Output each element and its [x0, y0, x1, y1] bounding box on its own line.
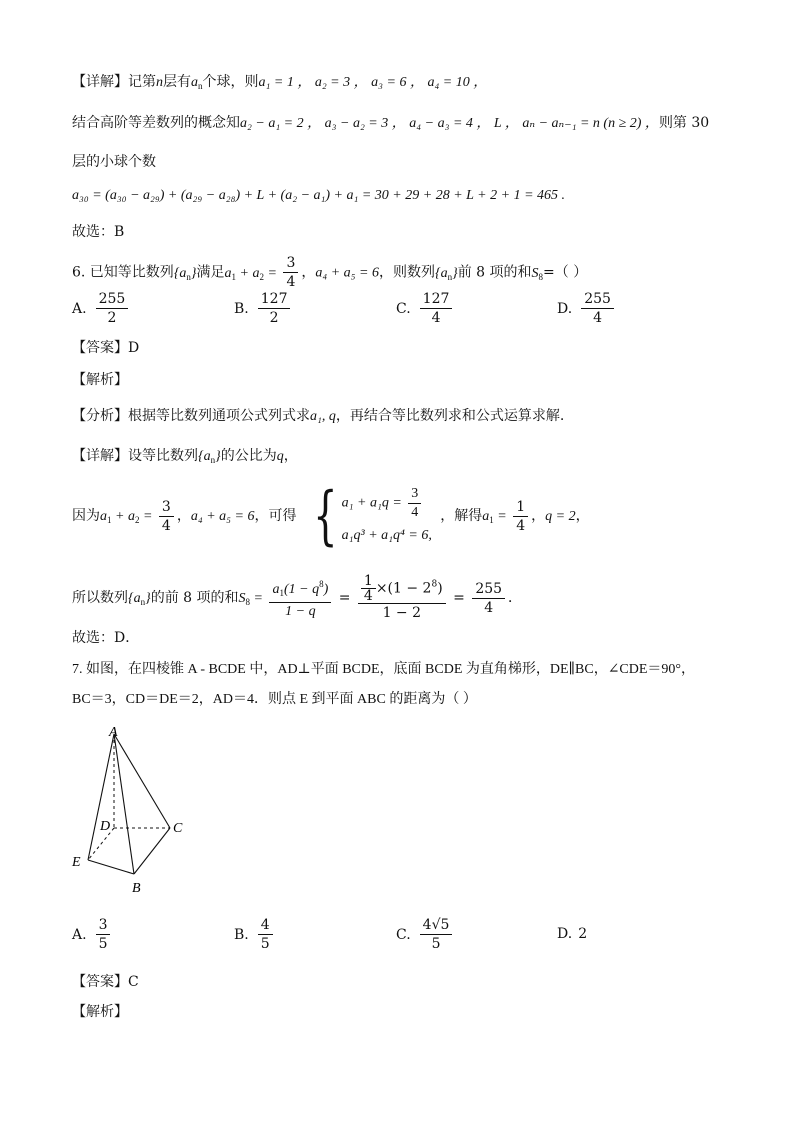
denominator: 4: [431, 310, 441, 326]
numerator: 127: [258, 290, 291, 309]
q6-option-a: [72, 290, 131, 327]
math-a1-value: $a_1$ =: [482, 509, 511, 525]
q6-option-c: [396, 290, 455, 327]
fenxi-tag: 【分析】: [72, 408, 128, 424]
q7-analysis-tag: 【解析】: [72, 1004, 128, 1020]
edge-bc: [134, 828, 170, 874]
text: 前 8 项的和: [457, 264, 532, 281]
math-s8: $S_8$ =: [238, 591, 267, 607]
q6-detail1: 【详解】设等比数列$\{a_n\}$的公比为q，: [72, 448, 298, 465]
numerator: 4: [258, 916, 273, 935]
q7-option-b: [234, 916, 276, 953]
edge-eb: [88, 860, 134, 874]
text: ，可得: [254, 508, 297, 524]
numerator: 3: [96, 916, 111, 935]
option-value: 2: [578, 926, 588, 942]
text: 6. 已知等比数列: [72, 264, 174, 281]
system-eq1: a₁ + a₁q =: [341, 495, 406, 511]
option-label: B.: [234, 300, 249, 317]
label-a: A: [109, 725, 118, 740]
text: 所以数列: [72, 590, 128, 606]
denominator: 2: [269, 310, 279, 326]
answer-value: D: [128, 340, 140, 356]
text: 根据等比数列通项公式列式求: [128, 408, 310, 424]
option-label: C.: [396, 300, 411, 317]
q6-stem: 6. 已知等比数列$\{a_n\}$满足$a_1 + a_2$ = $\frac{3}{4}$ ，a₄ + a₅ = 6，则数列$\{a_n\}$前 8 项的和$S_8=$（ ）: [72, 255, 588, 290]
q5-detail-line2: [72, 113, 709, 134]
math-an: $a_n$: [191, 75, 203, 91]
math-cond1: $a_1 + a_2$ =: [100, 509, 156, 525]
q5-detail-line1: [72, 72, 487, 96]
option-label: C.: [396, 926, 411, 943]
q5-answer: 故选：B: [72, 224, 125, 240]
q6-analysis-tag: 【解析】: [72, 372, 128, 388]
math-seq: $\{a_n\}$: [128, 591, 151, 607]
system-eq2: a₁q³ + a₁q⁴ = 6,: [341, 527, 432, 543]
q6-system-line: 因为$a_1 + a_2$ = $\frac{3}{4}$ ，a₄ + a₅ = 6，可得 { a₁ + a₁q = $\frac{3}{4}$ a₁q³ + a₁q⁴ = 6, ，解得$a_1$ = $\frac{1}{4}$ ，q = 2，: [72, 479, 590, 553]
q7-stem-line2: BC＝3，CD＝DE＝2，AD＝4．则点 E 到平面 ABC 的距离为（ ）: [72, 692, 477, 707]
option-label: A.: [72, 300, 87, 317]
q7-option-d: [557, 926, 587, 942]
answer-tag: 【答案】: [72, 340, 128, 356]
text: 结合高阶等差数列的概念知: [72, 115, 240, 131]
edge-ae: [88, 734, 114, 860]
text: ，则数列: [379, 264, 435, 281]
sum-formula-fraction: $\frac{a_1(1 - q^8)}{1 - q}$: [269, 575, 331, 621]
numerator: 127: [420, 290, 453, 309]
edge-ac: [114, 734, 170, 828]
fraction-3-4: $\frac{3}{4}$: [283, 254, 298, 291]
text: 记第: [128, 74, 156, 90]
fraction-3-4: $\frac{3}{4}$: [159, 498, 174, 535]
math-differences: a₂ − a₁ = 2 ， a₃ − a₂ = 3 ， a₄ − a₃ = 4 ， L ， aₙ − aₙ₋₁ = n (n ≥ 2) ，: [240, 116, 659, 131]
q7-option-a: [72, 916, 113, 953]
text: 个球，则: [202, 74, 259, 90]
label-d: D: [100, 819, 111, 834]
math-vars: a₁, q: [310, 409, 336, 424]
math-q-value: q = 2: [545, 509, 576, 524]
q7-stem-line1: 7. 如图，在四棱锥 A - BCDE 中，AD⊥平面 BCDE，底面 BCDE 为直角梯形，DE∥BC，∠CDE＝90°，: [72, 662, 696, 677]
option-label: B.: [234, 926, 249, 943]
q6-option-b: [234, 290, 293, 327]
math-s8: $S_8$: [531, 265, 544, 282]
q6-answer: [72, 338, 139, 358]
detail-tag: 【详解】: [72, 74, 128, 90]
math-q: q: [276, 449, 284, 464]
q6-option-d: [557, 290, 617, 327]
q5-detail-line3: 层的小球个数: [72, 154, 156, 170]
detail-tag: 【详解】: [72, 448, 128, 464]
answer-tag: 【答案】: [72, 974, 128, 990]
math-n: n: [156, 75, 163, 90]
denominator: 5: [431, 936, 441, 952]
brace: {: [313, 479, 338, 553]
label-e: E: [72, 855, 81, 870]
q7-answer: [72, 972, 139, 992]
answer-value: C: [128, 974, 139, 990]
math-seq: $\{a_n\}$: [173, 265, 197, 282]
math-seq: $\{a_n\}$: [198, 449, 221, 465]
sum-result-fraction: $\frac{255}{4}$: [472, 580, 505, 617]
fraction-1-4: $\frac{1}{4}$: [513, 498, 528, 535]
pyramid-figure: [64, 722, 204, 902]
text: 满足: [196, 264, 225, 281]
label-b: B: [132, 881, 141, 896]
text: ，解得: [440, 508, 483, 524]
math-seq: $\{a_n\}$: [435, 265, 458, 282]
q6-fenxi: [72, 406, 564, 427]
text: 的前 8 项的和: [150, 590, 239, 606]
denominator: 2: [107, 310, 117, 326]
text: 因为: [72, 508, 100, 524]
numerator: 255: [96, 290, 129, 309]
text: =（ ）: [543, 264, 588, 281]
text: 的公比为: [220, 448, 277, 464]
math-cond2: a₄ + a₅ = 6: [315, 265, 379, 281]
denominator: 4: [593, 310, 603, 326]
math-cond1: $a_1 + a_2$ =: [224, 265, 281, 282]
q5-detail-sum-formula: a₃₀ = (a₃₀ − a₂₉) + (a₂₉ − a₂₈) + L + (a₂ − a₁) + a₁ = 30 + 29 + 28 + L + 2 + 1 = 465 .: [72, 188, 566, 203]
q6-sum-line: 所以数列$\{a_n\}$的前 8 项的和$S_8$ = $\frac{a_1(1 - q^8)}{1 - q}$ = $\frac{1}{4}$ $\times(1 - 2^8)$ 1 − 2 = $\frac{255}{4}$ ．: [72, 573, 523, 621]
option-label: D.: [557, 300, 573, 317]
math-cond2: a₄ + a₅ = 6: [190, 509, 255, 524]
edge-ab: [114, 734, 134, 874]
denominator: 5: [260, 936, 270, 952]
option-label: D.: [557, 926, 573, 942]
text: 则第 30: [658, 115, 710, 131]
numerator: 255: [581, 290, 614, 309]
denominator: 5: [98, 936, 108, 952]
text: ，再结合等比数列求和公式运算求解.: [335, 408, 565, 424]
text: 层有: [163, 74, 191, 90]
sum-substituted-fraction: $\frac{1}{4}$ $\times(1 - 2^8)$ 1 − 2: [358, 574, 446, 622]
q7-option-c: [396, 916, 455, 953]
text: 设等比数列: [128, 448, 198, 464]
numerator: 4√5: [420, 916, 453, 935]
q6-final: 故选：D．: [72, 630, 140, 646]
option-label: A.: [72, 926, 87, 943]
math-values: a₁ = 1 ， a₂ = 3 ， a₃ = 6 ， a₄ = 10 ，: [258, 75, 488, 90]
equation-system: { a₁ + a₁q = $\frac{3}{4}$ a₁q³ + a₁q⁴ = 6,: [313, 479, 432, 553]
label-c: C: [173, 821, 183, 836]
